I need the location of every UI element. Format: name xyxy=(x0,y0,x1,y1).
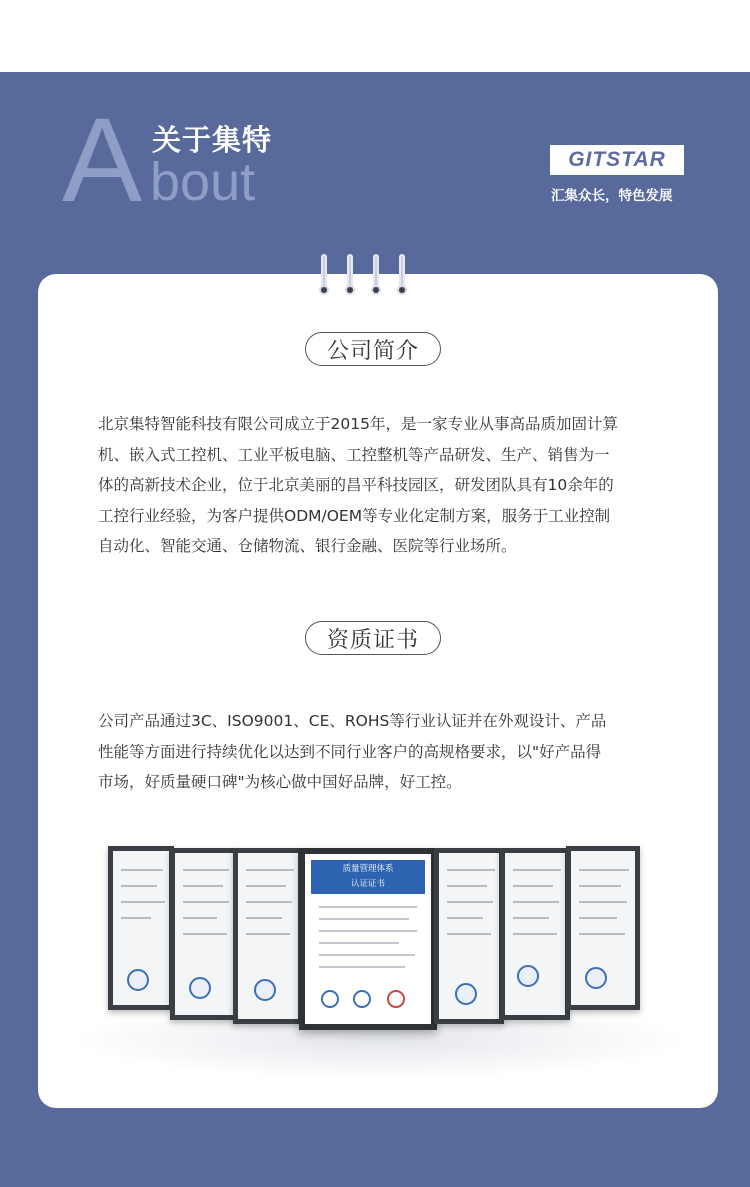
seal-icon xyxy=(585,967,607,989)
ce-seal-icon xyxy=(189,977,211,999)
ccc-seal-icon xyxy=(127,969,149,991)
intro-line: 北京集特智能科技有限公司成立于2015年，是一家专业从事高品质加固计算 xyxy=(98,415,618,433)
page-title: 关于集特 xyxy=(152,123,273,157)
cert-line: 市场，好质量硬口碑"为核心做中国好品牌，好工控。 xyxy=(98,773,462,791)
cert-line: 性能等方面进行持续优化以达到不同行业客户的高规格要求，以"好产品得 xyxy=(98,742,602,761)
certificate-image xyxy=(566,846,640,1010)
accreditation-seal-icon xyxy=(387,990,405,1008)
iso-certificate xyxy=(299,848,437,1030)
seal-icon xyxy=(455,983,477,1005)
accreditation-seal-icon xyxy=(353,990,371,1008)
binder-ring xyxy=(396,254,408,298)
binder-ring xyxy=(344,254,356,298)
seal-icon xyxy=(517,965,539,987)
certificate-image xyxy=(434,848,504,1024)
logo-text: GITSTAR xyxy=(568,148,666,171)
about-big-letter: A xyxy=(62,93,141,227)
iso-certificate-subtitle: 认证证书 xyxy=(350,879,385,889)
binder-rings xyxy=(312,254,412,302)
certificate-image xyxy=(500,848,570,1020)
intro-line: 自动化、智能交通、仓储物流、银行金融、医院等行业场所。 xyxy=(98,537,517,555)
certificate-image xyxy=(233,848,303,1024)
binder-ring xyxy=(370,254,382,298)
iso-certificate-band xyxy=(311,860,425,894)
ccc-seal-icon xyxy=(254,979,276,1001)
certificate-image xyxy=(108,846,174,1010)
certificate-image xyxy=(170,848,238,1020)
cert-line: 公司产品通过3C、ISO9001、CE、ROHS等行业认证并在外观设计、产品 xyxy=(98,712,607,730)
intro-line: 体的高新技术企业，位于北京美丽的昌平科技园区，研发团队具有10余年的 xyxy=(98,476,614,494)
accreditation-seal-icon xyxy=(321,990,339,1008)
slogan: 汇集众长，特色发展 xyxy=(551,188,673,204)
about-word: bout xyxy=(150,152,256,212)
intro-line: 机、嵌入式工控机、工业平板电脑、工控整机等产品研发、生产、销售为一 xyxy=(98,445,610,464)
section-heading-company-intro: 公司简介 xyxy=(305,332,441,366)
iso-certificate-title: 质量管理体系 xyxy=(342,864,394,874)
gitstar-logo xyxy=(550,145,684,175)
company-intro-text xyxy=(98,409,658,562)
intro-line: 工控行业经验，为客户提供ODM/OEM等专业化定制方案，服务于工业控制 xyxy=(98,506,611,525)
section-heading-certificates: 资质证书 xyxy=(305,621,441,655)
certificates-text xyxy=(98,706,658,798)
binder-ring xyxy=(318,254,330,298)
